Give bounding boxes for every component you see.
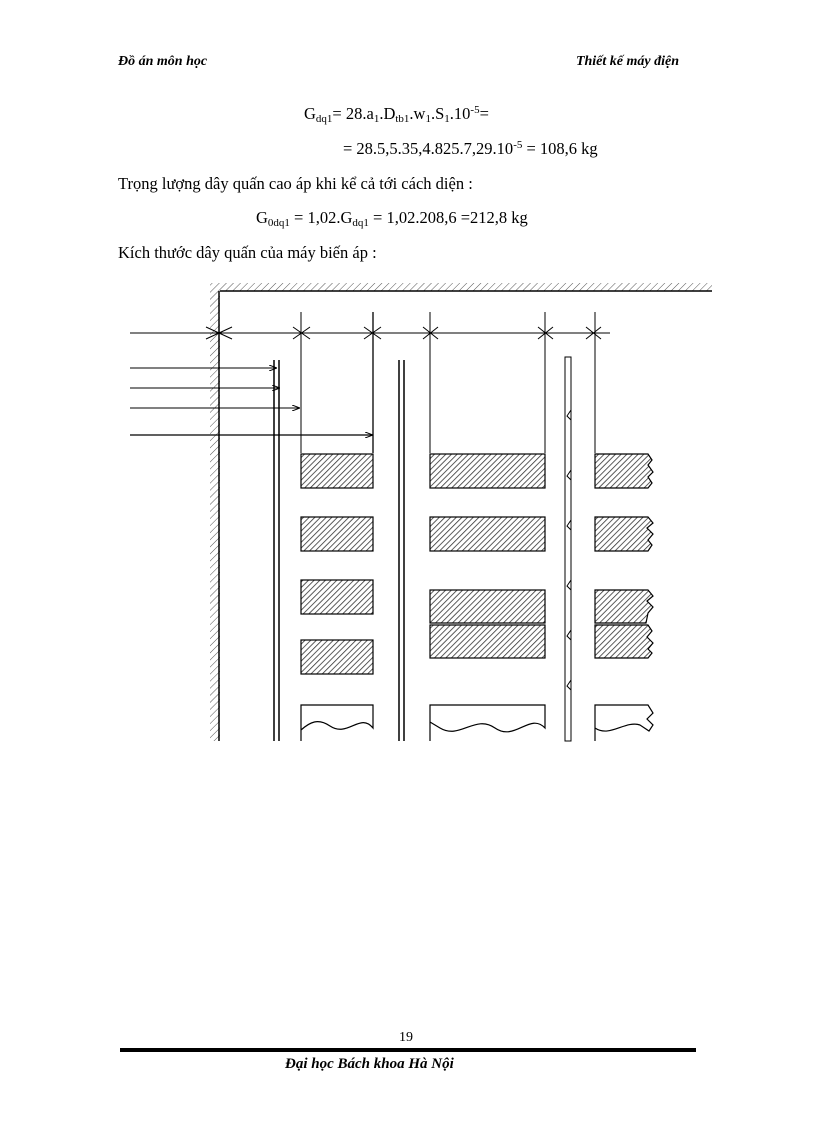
- lv-winding-turns: [301, 454, 373, 674]
- equation-weight-winding: $G_{dq1}= 28.a_1.D_{tb1}.w_1.S_1.10^{-5}=$: [304, 104, 489, 125]
- footer-university: Đại học Bách khoa Hà Nội: [285, 1056, 454, 1072]
- hv-winding-turns: [430, 454, 545, 658]
- footer-rule: [120, 1048, 696, 1052]
- text-winding-dimensions: Kích thước dây quấn của máy biến áp :: [118, 243, 377, 262]
- equation-weight-result: = $28.5,5.35,4.825.7,29.10^{-5} = 108,6$ kg: [343, 139, 598, 158]
- text-insulated-weight: Trọng lượng dây quấn cao áp khi kể cả tới cách diện :: [118, 174, 473, 193]
- page-number: 19: [399, 1030, 413, 1045]
- yoke-hatch: [210, 283, 712, 291]
- header-left: Đồ án môn học: [118, 54, 208, 69]
- neighbor-winding-turns: [595, 454, 653, 658]
- winding-break-outlines: [301, 705, 653, 741]
- header-right: Thiết kế máy điện: [575, 54, 679, 69]
- equation-insulated-weight: $G_{0dq1} = 1,02.G_{dq1} = 1,02.208,6 =212,8$ kg: [256, 208, 528, 229]
